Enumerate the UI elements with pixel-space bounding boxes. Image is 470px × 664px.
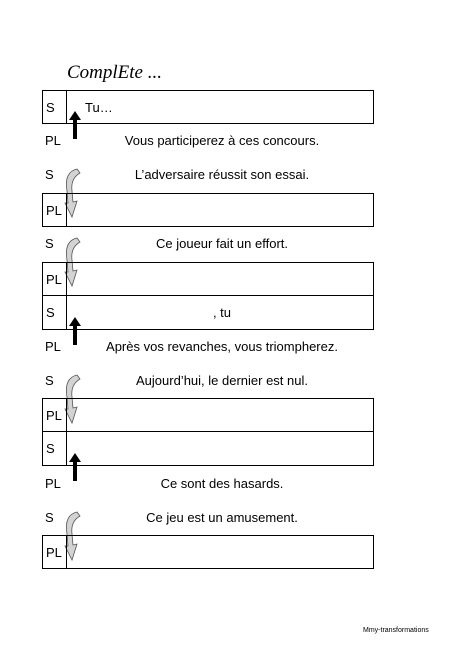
row-label: PL [46,203,62,218]
row-label: S [45,373,54,388]
given-sentence: Ce sont des hasards. [160,476,284,491]
exercise-2-singular-row [42,158,374,192]
exercise-6-singular-box[interactable] [42,432,374,466]
given-sentence: Aujourd’hui, le dernier est nul. [136,373,308,388]
divider [66,432,67,465]
exercise-1-plural-row [42,124,374,158]
exercise-6-plural-row [42,467,374,501]
exercise-5-singular-row [42,364,374,398]
row-label: PL [46,408,62,423]
worksheet-title: ComplEte ... [67,62,162,83]
exercise-7-singular-row [42,501,374,535]
row-label: PL [45,476,61,491]
answer-text: Tu… [85,100,113,115]
given-sentence: Vous participerez à ces concours. [124,133,320,148]
row-label: S [45,510,54,525]
exercise-3-singular-row [42,227,374,261]
row-label: S [46,100,55,115]
exercise-4-singular-box[interactable] [42,296,374,330]
given-sentence: Après vos revanches, vous triompherez. [106,339,338,354]
divider [66,536,67,568]
exercise-5-plural-box[interactable] [42,398,374,432]
exercise-1-singular-box[interactable] [42,90,374,124]
exercise-2-plural-box[interactable] [42,193,374,227]
exercise-3-plural-box[interactable] [42,262,374,296]
row-label: PL [45,133,61,148]
divider [66,91,67,123]
exercise-4-plural-row [42,330,374,364]
exercise-7-plural-box[interactable] [42,535,374,569]
divider [66,194,67,226]
row-label: S [45,236,54,251]
row-label: S [46,305,55,320]
divider [66,263,67,295]
given-sentence: Ce joueur fait un effort. [155,236,288,251]
row-label: S [46,441,55,456]
row-label: PL [46,545,62,560]
given-sentence: Ce jeu est un amusement. [146,510,298,525]
divider [66,296,67,329]
row-label: PL [45,339,61,354]
footer-credit: Mmy-transformations [363,627,429,634]
given-sentence: L’adversaire réussit son essai. [134,167,310,182]
row-label: S [45,167,54,182]
answer-text: , tu [212,305,232,320]
row-label: PL [46,272,62,287]
divider [66,399,67,431]
